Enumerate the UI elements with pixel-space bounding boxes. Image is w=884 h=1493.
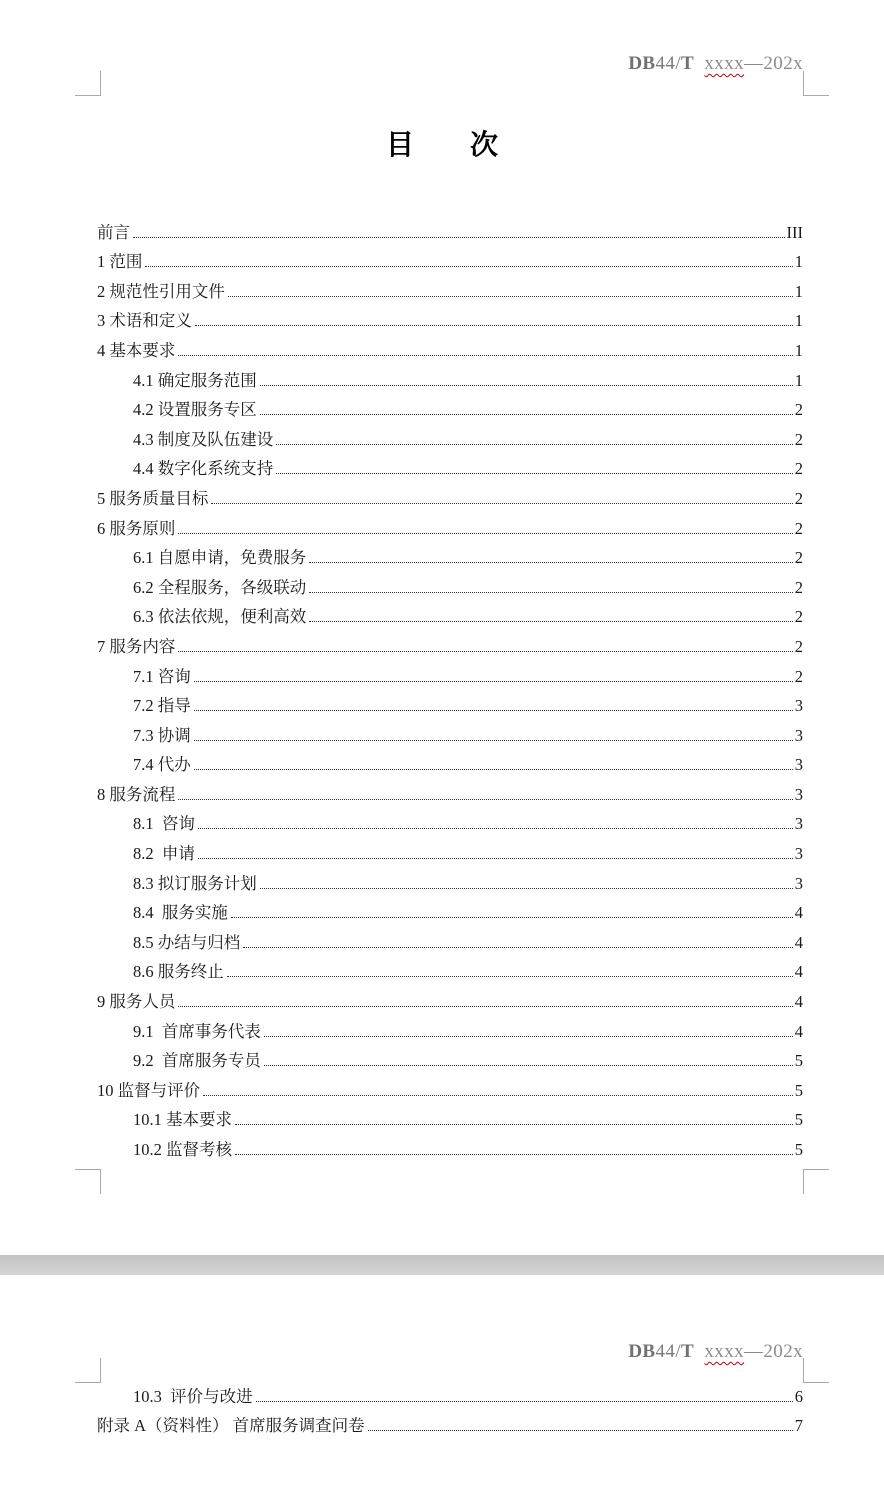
toc-page-number: 3 [794,873,803,893]
toc-page-number: 3 [794,725,803,745]
toc-page-number: 3 [794,844,803,864]
dot-leader [235,1124,793,1125]
toc-entry[interactable] [97,1407,803,1437]
header-code-number: 44/ [655,1341,681,1362]
toc-entry-label: 7.2 指导 [133,696,191,716]
toc-entry-label: 6.3 依法依规，便利高效 [133,607,307,627]
dot-leader [368,1430,793,1431]
dot-leader [195,325,793,326]
dot-leader [178,355,792,356]
toc-entry-label: 8 服务流程 [97,784,176,804]
dot-leader [227,976,793,977]
toc-entry[interactable] [133,420,803,450]
toc-entry[interactable] [97,331,803,361]
margin-corner-mark-top-right [803,1358,829,1383]
toc-entry-label: 3 术语和定义 [97,311,192,331]
toc-entry-label: 9.2 首席服务专员 [133,1051,261,1071]
toc-page-number: 2 [794,429,803,449]
page-header-standard-code [628,53,803,97]
toc-page-number: 4 [794,992,803,1012]
toc-list-page-2 [97,1377,803,1436]
toc-page-number: 2 [794,636,803,656]
toc-entry-label: 4.2 设置服务专区 [133,400,257,420]
margin-corner-mark-bottom-left [75,1169,101,1194]
toc-page-number: 4 [794,932,803,952]
dot-leader [194,681,793,682]
dot-leader [194,769,793,770]
toc-entry[interactable] [133,1012,803,1042]
toc-entry[interactable] [133,687,803,717]
toc-page-number: 2 [794,400,803,420]
header-code-bold: DB [628,1341,656,1362]
toc-entry[interactable] [133,805,803,835]
dot-leader [264,1036,793,1037]
dot-leader [178,533,792,534]
dot-leader [231,917,793,918]
toc-entry-label: 前言 [97,222,130,242]
toc-entry[interactable] [133,923,803,953]
dot-leader [178,1006,792,1007]
toc-page-number: 1 [794,311,803,331]
toc-entry-label: 10 监督与评价 [97,1080,201,1100]
toc-page-number: 7 [794,1416,803,1436]
toc-entry[interactable] [133,568,803,598]
toc-page-number: 3 [794,755,803,775]
toc-entry-label: 9.1 首席事务代表 [133,1021,261,1041]
dot-leader [264,1065,793,1066]
toc-entry[interactable] [133,1377,803,1407]
margin-corner-mark-top-right [803,71,829,96]
toc-entry-label: 8.5 办结与归档 [133,932,241,952]
toc-page-number: III [786,222,803,242]
toc-entry-label: 7 服务内容 [97,636,176,656]
dot-leader [211,503,792,504]
toc-entry[interactable] [133,953,803,983]
toc-entry[interactable] [97,509,803,539]
toc-entry-label: 4.4 数字化系统支持 [133,459,274,479]
toc-page-number: 1 [794,340,803,360]
dot-leader [145,266,792,267]
header-year: —202x [744,1341,803,1362]
toc-entry-label: 4.3 制度及队伍建设 [133,429,274,449]
header-gap [694,53,704,74]
toc-entry[interactable] [133,834,803,864]
toc-entry-label: 8.3 拟订服务计划 [133,873,257,893]
document-page-2 [0,1275,884,1493]
toc-entry-label: 8.6 服务终止 [133,962,224,982]
dot-leader [276,473,793,474]
dot-leader [260,888,793,889]
toc-entry-label: 6 服务原则 [97,518,176,538]
toc-entry-label: 8.1 咨询 [133,814,195,834]
toc-page-number: 5 [794,1051,803,1071]
toc-page-number: 1 [794,281,803,301]
toc-page-number: 3 [794,696,803,716]
toc-entry[interactable] [133,894,803,924]
toc-entry-label: 8.2 申请 [133,844,195,864]
toc-page-number: 2 [794,666,803,686]
toc-entry-label: 5 服务质量目标 [97,488,209,508]
toc-entry[interactable] [133,1042,803,1072]
toc-entry-label: 7.3 协调 [133,725,191,745]
header-code-number: 44/ [655,53,681,74]
toc-page-number: 4 [794,1021,803,1041]
dot-leader [309,562,793,563]
toc-page-number: 3 [794,784,803,804]
page-separator [0,1255,884,1275]
header-gap [694,1341,704,1362]
dot-leader [178,651,792,652]
toc-entry[interactable] [133,657,803,687]
toc-entry[interactable] [97,302,803,332]
toc-title: 目 次 [385,129,498,160]
margin-corner-mark-top-left [75,71,101,96]
dot-leader [276,444,793,445]
dot-leader [235,1154,793,1155]
toc-entry-label: 附录 A（资料性） 首席服务调查问卷 [97,1416,365,1436]
toc-entry-label: 10.3 评价与改进 [133,1386,253,1406]
header-doc-number-spellcheck: xxxx [704,1341,744,1362]
dot-leader [194,710,793,711]
toc-page-number: 6 [794,1386,803,1406]
toc-entry-label: 6.1 自愿申请，免费服务 [133,548,307,568]
header-code-bold: T [681,1341,695,1362]
dot-leader [260,414,793,415]
toc-list-page-1 [97,213,803,1160]
toc-entry-label: 4.1 确定服务范围 [133,370,257,390]
toc-entry[interactable] [133,1101,803,1131]
header-doc-number-spellcheck: xxxx [704,53,744,74]
dot-leader [309,621,793,622]
dot-leader [228,296,793,297]
dot-leader [133,237,785,238]
toc-entry[interactable] [97,775,803,805]
toc-page-number: 3 [794,814,803,834]
dot-leader [243,947,793,948]
dot-leader [203,1095,793,1096]
toc-page-number: 1 [794,370,803,390]
toc-entry[interactable] [133,450,803,480]
header-code-bold: T [681,53,695,74]
margin-corner-mark-bottom-right [803,1169,829,1194]
toc-entry-label: 7.4 代办 [133,755,191,775]
toc-entry-label: 9 服务人员 [97,992,176,1012]
dot-leader [256,1401,793,1402]
toc-entry-label: 10.2 监督考核 [133,1140,232,1159]
toc-entry[interactable] [133,598,803,628]
toc-page-number: 5 [794,1140,803,1159]
toc-entry[interactable] [97,1071,803,1101]
toc-entry-label: 10.1 基本要求 [133,1110,232,1130]
toc-entry[interactable] [97,982,803,1012]
toc-entry-label: 8.4 服务实施 [133,903,228,923]
toc-page-number: 5 [794,1110,803,1130]
toc-page-number: 2 [794,607,803,627]
dot-leader [198,858,793,859]
toc-entry[interactable] [97,272,803,302]
header-code-bold: DB [628,53,656,74]
toc-page-number: 2 [794,459,803,479]
toc-entry[interactable] [133,746,803,776]
toc-entry[interactable] [133,539,803,569]
toc-entry-label: 1 范围 [97,252,143,272]
dot-leader [198,828,793,829]
dot-leader [178,799,792,800]
toc-entry[interactable] [133,864,803,894]
toc-entry-label: 2 规范性引用文件 [97,281,225,301]
toc-page-number: 2 [794,577,803,597]
toc-entry[interactable] [97,627,803,657]
toc-entry[interactable] [133,361,803,391]
toc-entry-label: 7.1 咨询 [133,666,191,686]
header-year: —202x [744,53,803,74]
toc-page-number: 1 [794,252,803,272]
toc-page-number: 2 [794,548,803,568]
toc-entry[interactable] [97,243,803,273]
toc-page-number: 4 [794,962,803,982]
dot-leader [194,740,793,741]
dot-leader [260,385,793,386]
toc-entry[interactable] [97,213,803,243]
toc-entry-label: 4 基本要求 [97,340,176,360]
toc-page-number: 2 [794,518,803,538]
dot-leader [309,592,793,593]
toc-entry[interactable] [133,1130,803,1160]
toc-page-number: 2 [794,488,803,508]
toc-page-number: 4 [794,903,803,923]
toc-entry[interactable] [133,391,803,421]
toc-entry[interactable] [97,479,803,509]
toc-entry-label: 6.2 全程服务，各级联动 [133,577,307,597]
toc-entry[interactable] [133,716,803,746]
toc-page-number: 5 [794,1080,803,1100]
